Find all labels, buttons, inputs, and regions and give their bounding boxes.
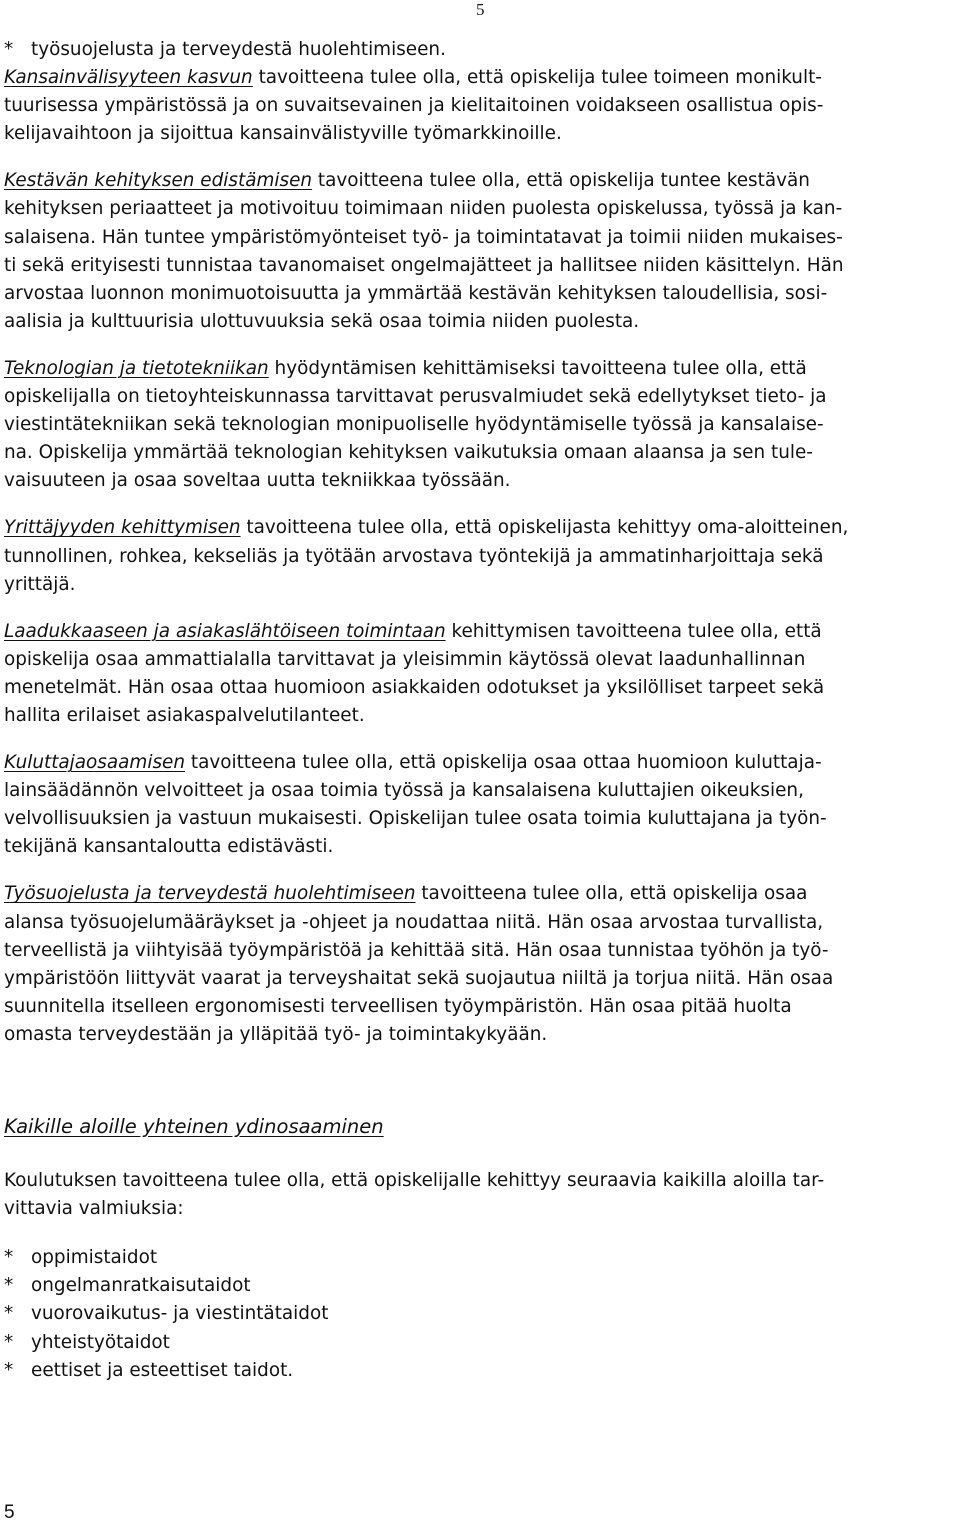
- paragraph-line: [4, 170, 810, 191]
- paragraph-line: [4, 517, 848, 538]
- page-number-bottom: 5: [4, 1502, 15, 1523]
- paragraph-line: na. Opiskelija ymmärtää teknologian kehityksen vaikutuksia omaan alaansa ja sen tule-: [4, 442, 813, 464]
- paragraph-term: Kuluttajaosaamisen: [4, 752, 186, 774]
- paragraph-line: salaisena. Hän tuntee ympäristömyönteiset työ- ja toimintatavat ja toimii niiden mukaises-: [4, 226, 843, 248]
- paragraph-line: [4, 621, 822, 642]
- line-text: tavoitteena tulee olla, että opiskelija osaa ottaa huomioon kuluttaja-: [185, 752, 822, 774]
- paragraph-term: Laadukkaaseen ja asiakaslähtöiseen toimintaan: [4, 620, 446, 642]
- paragraph-line: viestintätekniikan sekä teknologian monipuoliselle hyödyntämiselle työssä ja kansalaise-: [4, 414, 824, 436]
- list-item: [4, 1329, 948, 1357]
- paragraph-term: Teknologian ja tietotekniikan: [4, 357, 269, 379]
- paragraph-term: Työsuojelusta ja terveydestä huolehtimiseen: [4, 883, 416, 905]
- paragraph-term: Kansainvälisyyteen kasvun: [4, 67, 253, 89]
- bullet-marker: *: [4, 39, 14, 60]
- paragraph-line: [4, 752, 822, 773]
- paragraph-line: omasta terveydestään ja ylläpitää työ- ja toimintakykyään.: [4, 1023, 548, 1045]
- list-item: [4, 36, 948, 64]
- paragraph-term: Kestävän kehityksen edistämisen: [4, 170, 313, 192]
- paragraph-line: lainsäädännön velvoitteet ja osaa toimia työssä ja kansalaisena kuluttajien oikeuksien,: [4, 780, 804, 802]
- bullet-marker: *: [4, 1247, 14, 1269]
- line-text: tavoitteena tulee olla, että opiskelija osaa: [415, 883, 808, 905]
- paragraph-occupational-safety: [4, 880, 948, 1049]
- paragraph-line: ympäristöön liittyvät vaarat ja terveyshaitat sekä suojautua niiltä ja torjua niitä. Hän osaa: [4, 967, 834, 989]
- page-number-top: 5: [476, 0, 485, 19]
- paragraph-line: [4, 883, 807, 904]
- paragraph-line: Koulutuksen tavoitteena tulee olla, että opiskelijalle kehittyy seuraavia kaikilla aloilla tar-: [4, 1170, 825, 1192]
- document-body: [4, 36, 948, 1385]
- paragraph-line: [4, 358, 807, 379]
- paragraph-line: [4, 67, 822, 88]
- paragraph-term: Yrittäjyyden kehittymisen: [4, 517, 241, 539]
- competency-list: [4, 1244, 948, 1384]
- bullet-marker: *: [4, 1275, 14, 1297]
- bullet-text: ongelmanratkaisutaidot: [31, 1275, 251, 1297]
- top-bullet-list: [4, 36, 948, 64]
- bullet-text: yhteistyötaidot: [31, 1331, 170, 1353]
- paragraph-line: ti sekä erityisesti tunnistaa tavanomaiset ongelmajätteet ja hallitsee niiden käsittelyn. Hän: [4, 254, 844, 276]
- paragraph-line: opiskelija osaa ammattialalla tarvittavat ja yleisimmin käytössä olevat laadunhallinnan: [4, 648, 806, 670]
- paragraph-technology: [4, 355, 948, 495]
- paragraph-line: alansa työsuojelumääräykset ja -ohjeet ja noudattaa niitä. Hän osaa arvostaa turvallista,: [4, 911, 824, 933]
- bullet-marker: *: [4, 1359, 14, 1381]
- paragraph-internationalism: [4, 64, 948, 148]
- bullet-marker: *: [4, 1331, 14, 1353]
- line-text: tavoitteena tulee olla, että opiskelija tulee toimeen monikult-: [252, 67, 822, 89]
- section-intro: [4, 1167, 948, 1223]
- paragraph-line: menetelmät. Hän osaa ottaa huomioon asiakkaiden odotukset ja yksilölliset tarpeet sekä: [4, 676, 825, 698]
- paragraph-line: arvostaa luonnon monimuotoisuutta ja ymmärtää kestävän kehityksen taloudellisia, sosi-: [4, 282, 828, 304]
- line-text: tavoitteena tulee olla, että opiskelijasta kehittyy oma-aloitteinen,: [240, 517, 849, 539]
- bullet-text: eettiset ja esteettiset taidot.: [31, 1359, 294, 1381]
- paragraph-line: velvollisuuksien ja vastuun mukaisesti. Opiskelijan tulee osata toimia kuluttajana ja työn-: [4, 808, 827, 830]
- paragraph-line: tuurisessa ympäristössä ja on suvaitsevainen ja kielitaitoinen voidakseen osallistua opis-: [4, 95, 824, 117]
- paragraph-line: aalisia ja kulttuurisia ulottuvuuksia sekä osaa toimia niiden puolesta.: [4, 310, 640, 332]
- paragraph-consumer: [4, 749, 948, 861]
- bullet-text: oppimistaidot: [31, 1247, 158, 1269]
- paragraph-line: vittavia valmiuksia:: [4, 1198, 184, 1220]
- line-text: tavoitteena tulee olla, että opiskelija tuntee kestävän: [312, 170, 810, 192]
- paragraph-line: tekijänä kansantaloutta edistävästi.: [4, 836, 334, 858]
- paragraph-sustainable-development: [4, 167, 948, 336]
- list-item: [4, 1244, 948, 1272]
- paragraph-line: opiskelijalla on tietoyhteiskunnassa tarvittavat perusvalmiudet sekä edellytykset tieto- ja: [4, 386, 827, 408]
- section-heading: Kaikille aloille yhteinen ydinosaaminen: [4, 1115, 384, 1138]
- paragraph-line: kehityksen periaatteet ja motivoituu toimimaan niiden puolesta opiskelussa, työssä ja kan-: [4, 198, 843, 220]
- list-item: [4, 1357, 948, 1385]
- paragraph-entrepreneurship: [4, 514, 948, 598]
- bullet-text: vuorovaikutus- ja viestintätaidot: [31, 1303, 329, 1325]
- paragraph-line: yrittäjä.: [4, 573, 76, 595]
- line-text: hyödyntämisen kehittämiseksi tavoitteena tulee olla, että: [268, 357, 807, 379]
- paragraph-line: terveellistä ja viihtyisää työympäristöä ja kehittää sitä. Hän osaa tunnistaa työhön ja työ-: [4, 939, 829, 961]
- paragraph-line: vaisuuteen ja osaa soveltaa uutta tekniikkaa työssään.: [4, 470, 511, 492]
- list-item: [4, 1272, 948, 1300]
- paragraph-line: hallita erilaiset asiakaspalvelutilanteet.: [4, 704, 365, 726]
- paragraph-line: tunnollinen, rohkea, kekseliäs ja työtään arvostava työntekijä ja ammatinharjoittaja sekä: [4, 545, 824, 567]
- bullet-text: työsuojelusta ja terveydestä huolehtimiseen.: [31, 39, 446, 60]
- paragraph-line: suunnitella itselleen ergonomisesti terveellisen työympäristön. Hän osaa pitää huolta: [4, 995, 792, 1017]
- paragraph-quality: [4, 618, 948, 730]
- line-text: kehittymisen tavoitteena tulee olla, että: [445, 620, 822, 642]
- list-item: [4, 1300, 948, 1328]
- bullet-marker: *: [4, 1303, 14, 1325]
- paragraph-line: kelijavaihtoon ja sijoittua kansainvälistyville työmarkkinoille.: [4, 123, 562, 145]
